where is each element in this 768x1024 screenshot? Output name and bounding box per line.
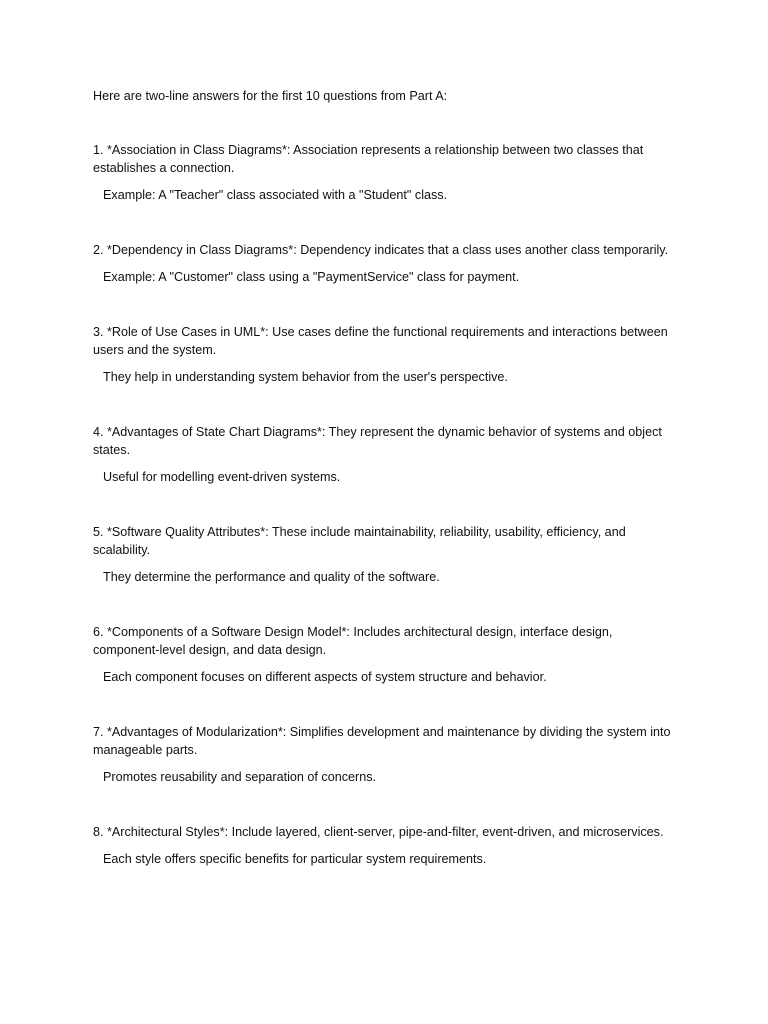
answer-detail: They help in understanding system behavior from the user's perspective. [103,370,508,384]
answer-detail: Promotes reusability and separation of concerns. [103,770,377,784]
qa-item [93,423,678,486]
answer-detail: Example: A "Teacher" class associated with a "Student" class. [103,188,448,202]
qa-item [93,241,678,286]
answer-detail: Useful for modelling event-driven systems. [103,470,341,484]
qa-item [93,723,678,786]
answer-detail: They determine the performance and quality of the software. [103,570,440,584]
answer-detail: Example: A "Customer" class using a "PaymentService" class for payment. [103,270,520,284]
qa-item [93,523,678,586]
question-text: 7. *Advantages of Modularization*: Simplifies development and maintenance by dividing the system into manageable parts. [93,725,671,757]
qa-item [93,623,678,686]
qa-item [93,823,678,868]
intro-text: Here are two-line answers for the first 10 questions from Part A: [93,89,448,103]
qa-item [93,323,678,386]
question-text: 1. *Association in Class Diagrams*: Association represents a relationship between two classes that establishes a connection. [93,143,644,175]
question-text: 6. *Components of a Software Design Model*: Includes architectural design, interface design, component-level design, and data design. [93,625,613,657]
answer-detail: Each component focuses on different aspects of system structure and behavior. [103,670,547,684]
question-text: 4. *Advantages of State Chart Diagrams*: They represent the dynamic behavior of systems and object states. [93,425,662,457]
qa-item [93,141,678,204]
question-text: 8. *Architectural Styles*: Include layered, client-server, pipe-and-filter, event-driven, and microservices. [93,825,664,839]
answer-detail: Each style offers specific benefits for particular system requirements. [103,852,487,866]
question-text: 2. *Dependency in Class Diagrams*: Dependency indicates that a class uses another class temporarily. [93,243,669,257]
question-text: 5. *Software Quality Attributes*: These include maintainability, reliability, usability, efficiency, and scalability. [93,525,626,557]
question-text: 3. *Role of Use Cases in UML*: Use cases define the functional requirements and interactions between users and the system. [93,325,668,357]
